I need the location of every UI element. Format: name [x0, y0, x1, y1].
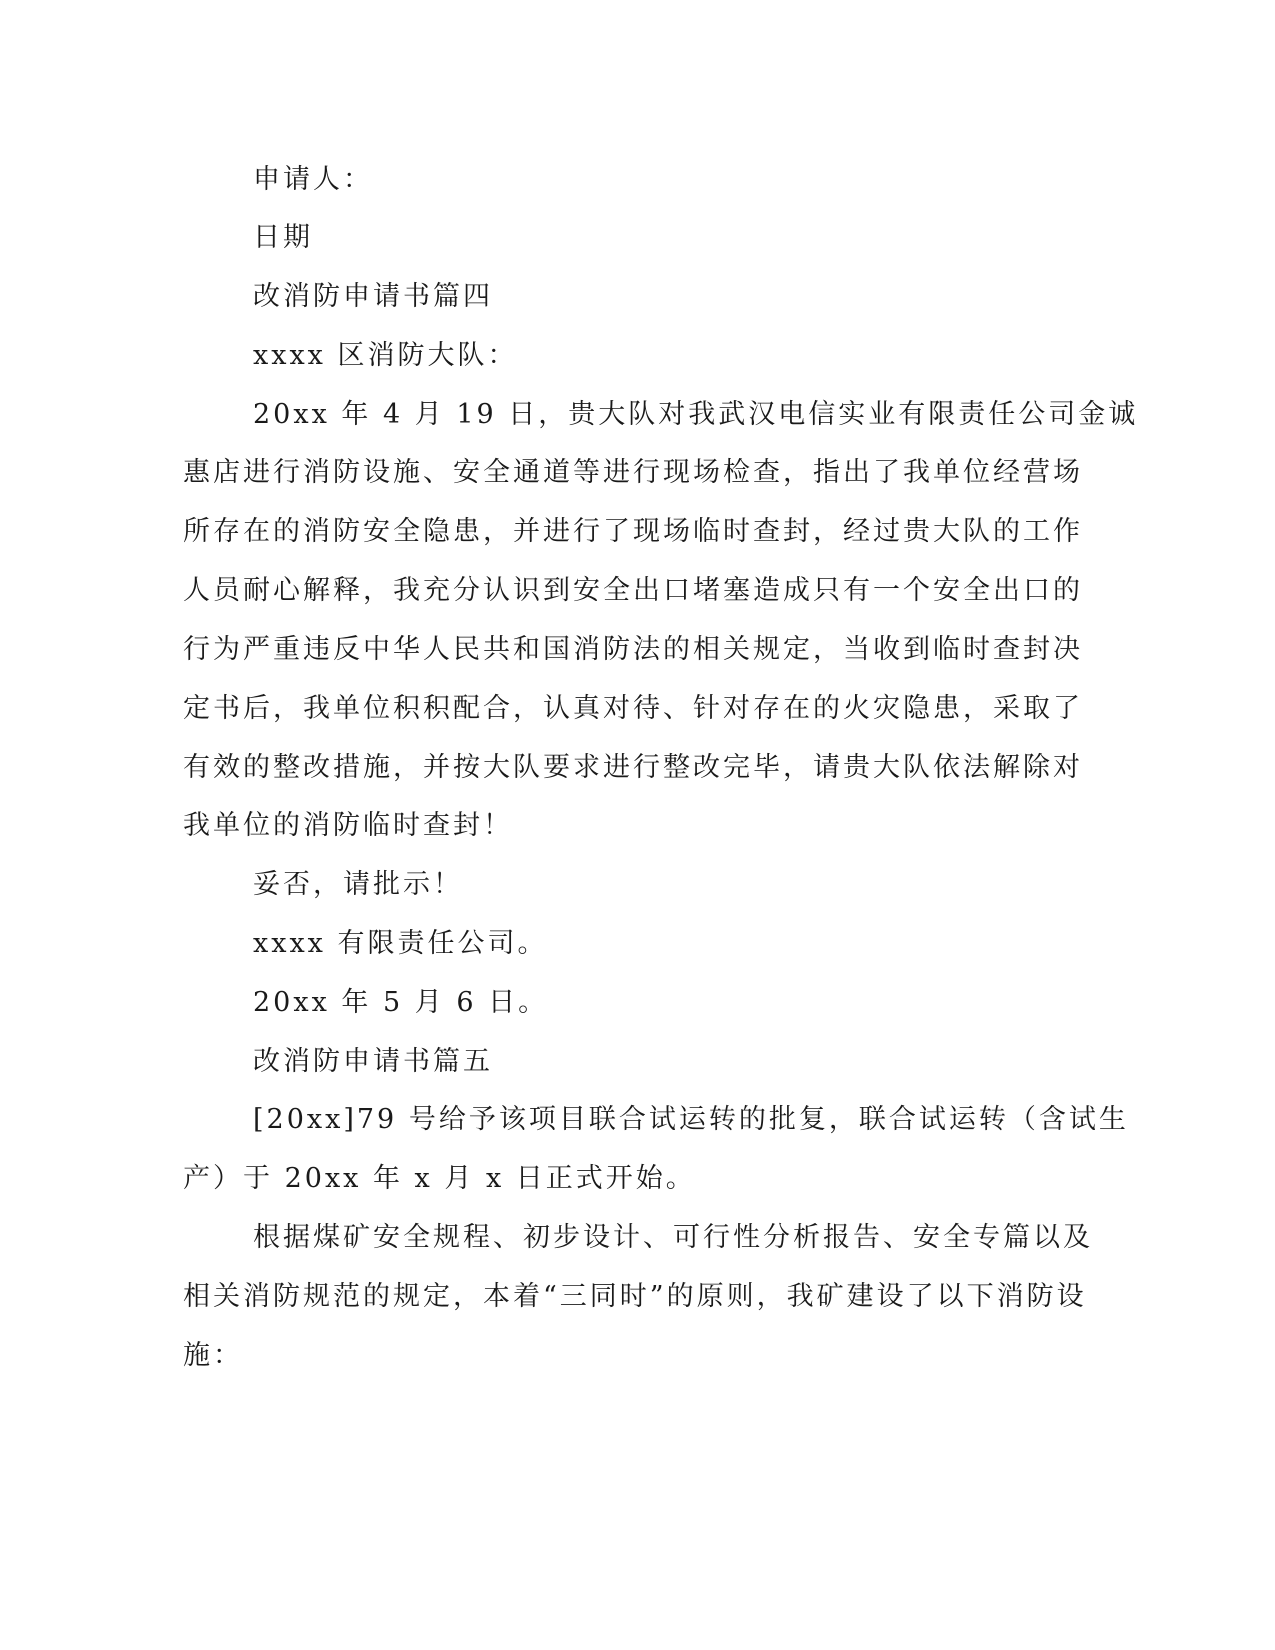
body-line: 20xx 年 4 月 19 日，贵大队对我武汉电信实业有限责任公司金诚: [253, 399, 1139, 430]
body-line: 相关消防规范的规定，本着“三同时”的原则，我矿建设了以下消防设: [183, 1281, 1087, 1312]
signature-company: xxxx 有限责任公司。: [253, 928, 548, 959]
section-heading-5: 改消防申请书篇五: [253, 1046, 493, 1077]
body-line: 定书后，我单位积积配合，认真对待、针对存在的火灾隐患，采取了: [183, 693, 1083, 724]
body-line: 根据煤矿安全规程、初步设计、可行性分析报告、安全专篇以及: [253, 1222, 1093, 1253]
body-line: 人员耐心解释，我充分认识到安全出口堵塞造成只有一个安全出口的: [183, 575, 1083, 606]
recipient-line: xxxx 区消防大队：: [253, 340, 518, 371]
body-line: 产）于 20xx 年 x 月 x 日正式开始。: [183, 1163, 696, 1194]
body-line: 所存在的消防安全隐患，并进行了现场临时查封，经过贵大队的工作: [183, 516, 1083, 547]
body-line: [20xx]79 号给予该项目联合试运转的批复，联合试运转（含试生: [253, 1104, 1129, 1135]
body-line: 惠店进行消防设施、安全通道等进行现场检查，指出了我单位经营场: [183, 457, 1083, 488]
body-line: 我单位的消防临时查封！: [183, 810, 513, 841]
body-line: 有效的整改措施，并按大队要求进行整改完毕，请贵大队依法解除对: [183, 752, 1083, 783]
body-line: 施：: [183, 1340, 243, 1371]
signature-date: 20xx 年 5 月 6 日。: [253, 987, 549, 1018]
closing-line: 妥否，请批示！: [253, 869, 463, 900]
applicant-label: 申请人：: [253, 164, 373, 195]
date-label: 日期: [253, 222, 313, 253]
section-heading-4: 改消防申请书篇四: [253, 281, 493, 312]
body-line: 行为严重违反中华人民共和国消防法的相关规定，当收到临时查封决: [183, 634, 1083, 665]
